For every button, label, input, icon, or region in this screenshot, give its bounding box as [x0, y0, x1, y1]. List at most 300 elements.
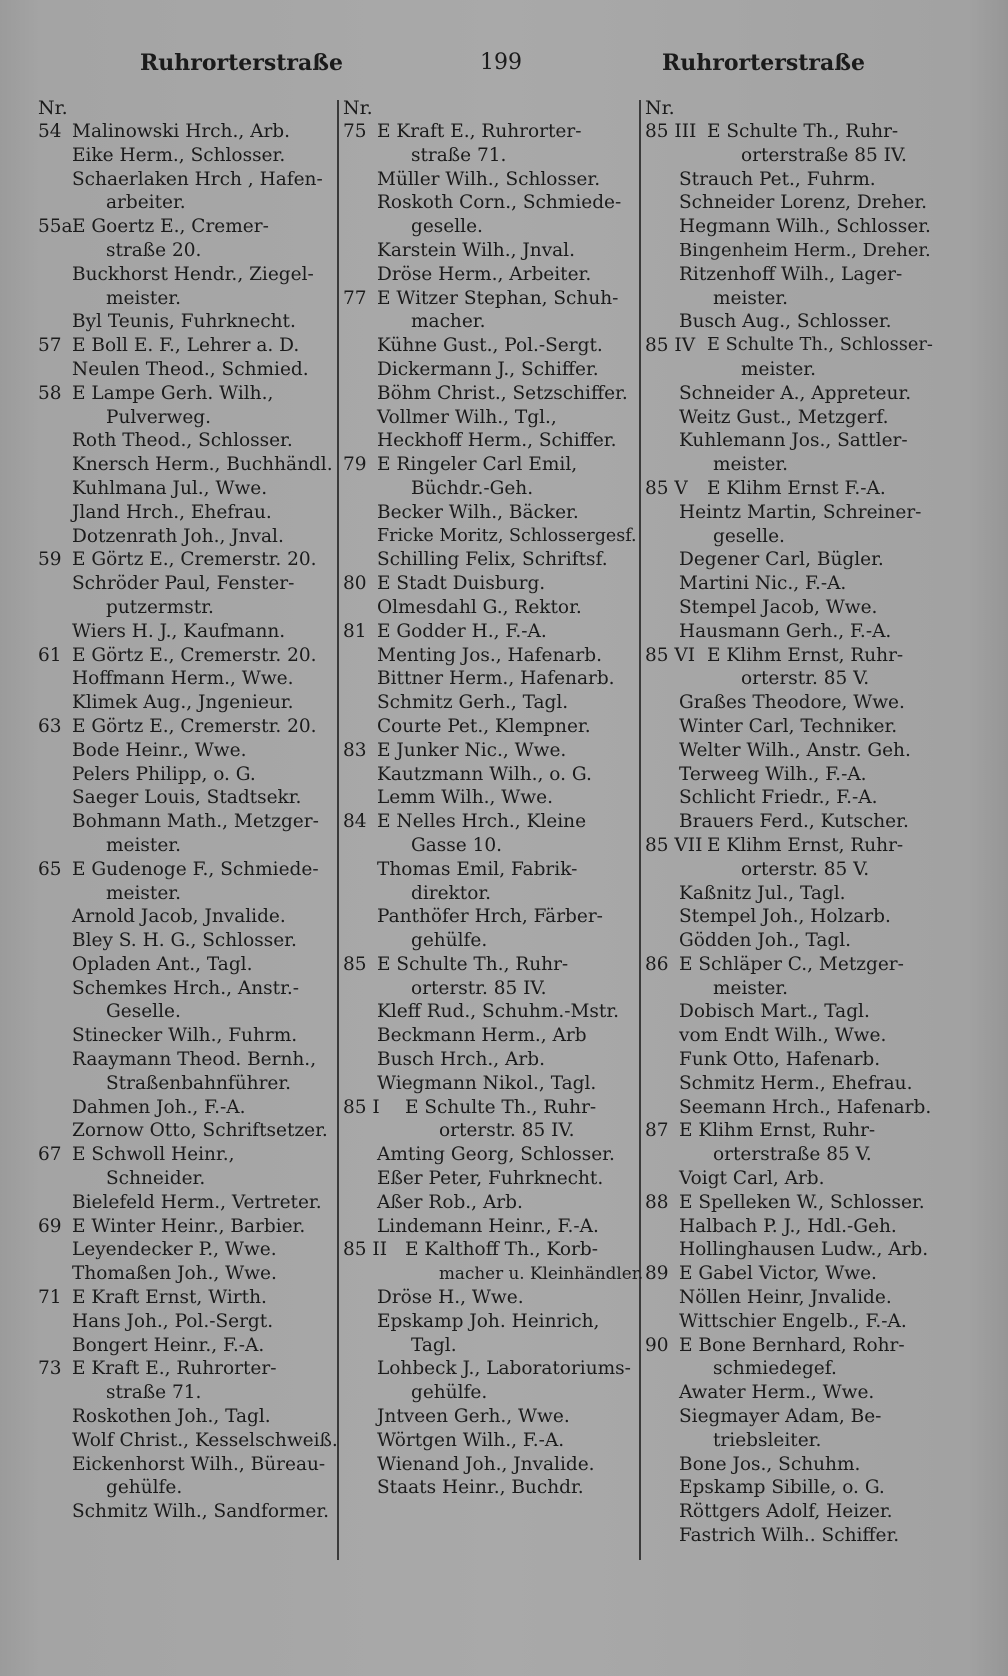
house-number: 80: [343, 573, 367, 595]
column-number-label: Nr.: [645, 97, 675, 119]
directory-entry: [343, 572, 640, 596]
continuation-line: Schneider.: [106, 1168, 206, 1190]
directory-entry: [38, 1143, 338, 1191]
resident-line: E Godder H., F.-A.: [377, 620, 547, 642]
resident-line: Brauers Ferd., Kutscher.: [679, 811, 909, 833]
continuation-line: geselle.: [411, 216, 483, 238]
directory-entry: [38, 905, 338, 929]
resident-line: Stempel Joh., Holzarb.: [679, 906, 891, 928]
directory-entry: [645, 1453, 935, 1477]
resident-line: Schaerlaken Hrch , Hafen-: [72, 168, 323, 190]
directory-entry: [38, 620, 338, 644]
directory-entry: [343, 358, 640, 382]
running-header-right: Ruhrorterstraße: [662, 50, 865, 76]
directory-entry: [343, 1238, 644, 1286]
continuation-line: gehülfe.: [411, 1382, 488, 1404]
directory-entry: [343, 1048, 640, 1072]
directory-entry: [343, 429, 640, 453]
directory-entry: [645, 620, 935, 644]
house-number: 59: [38, 549, 62, 571]
resident-line: Malinowski Hrch., Arb.: [72, 121, 291, 142]
directory-entry: [645, 1405, 935, 1453]
directory-entry: [343, 501, 640, 525]
resident-line: Martini Nic., F.-A.: [679, 573, 847, 595]
resident-line: Kühne Gust., Pol.-Sergt.: [377, 335, 603, 357]
directory-entry: [38, 525, 338, 549]
resident-line: Schmitz Wilh., Sandformer.: [72, 1501, 330, 1523]
resident-line: Dickermann J., Schiffer.: [377, 358, 599, 380]
resident-line: Awater Herm., Wwe.: [679, 1382, 875, 1404]
directory-entry: [645, 929, 935, 953]
continuation-line: straße 20.: [106, 239, 202, 261]
continuation-line: meister.: [713, 454, 788, 476]
directory-entry: [343, 239, 640, 263]
resident-line: Arnold Jacob, Jnvalide.: [72, 906, 286, 928]
continuation-line: meister.: [713, 287, 788, 309]
resident-line: Ritzenhoff Wilh., Lager-: [679, 263, 903, 285]
resident-line: Becker Wilh., Bäcker.: [377, 501, 579, 523]
continuation-line: triebsleiter.: [713, 1429, 822, 1451]
resident-line: E Schulte Th., Ruhr-: [707, 121, 899, 142]
continuation-line: arbeiter.: [106, 192, 186, 214]
directory-entry: [38, 1405, 338, 1429]
resident-line: Hausmann Gerh., F.-A.: [679, 620, 892, 642]
continuation-line: geselle.: [713, 525, 785, 547]
resident-line: Seemann Hrch., Hafenarb.: [679, 1096, 932, 1118]
resident-line: Fastrich Wilh.. Schiffer.: [679, 1525, 900, 1547]
resident-line: Degener Carl, Bügler.: [679, 549, 884, 571]
resident-line: E Stadt Duisburg.: [377, 573, 546, 595]
directory-entry: [645, 406, 935, 430]
resident-line: Hegmann Wilh., Schlosser.: [679, 216, 931, 238]
house-number: 88: [645, 1191, 669, 1213]
directory-entry: [343, 786, 640, 810]
directory-entry: [645, 334, 935, 382]
resident-line: Müller Wilh., Schlosser.: [377, 168, 601, 190]
directory-entry: [38, 1357, 338, 1405]
resident-line: Vollmer Wilh., Tgl.,: [377, 406, 557, 428]
resident-line: Staats Heinr., Buchdr.: [377, 1477, 584, 1499]
directory-entry: [38, 1334, 338, 1358]
resident-line: Eike Herm., Schlosser.: [72, 144, 286, 166]
directory-entry: [343, 191, 640, 239]
resident-line: Heintz Martin, Schreiner-: [679, 501, 922, 523]
resident-line: Roth Theod., Schlosser.: [72, 430, 293, 452]
column-2: [343, 96, 644, 1500]
directory-entry: [38, 429, 338, 453]
continuation-line: meister.: [713, 977, 788, 999]
resident-line: Opladen Ant., Tagl.: [72, 953, 253, 975]
directory-entry: [645, 239, 935, 263]
resident-line: Schneider A., Appreteur.: [679, 382, 912, 404]
directory-entry: [38, 1024, 338, 1048]
house-number: 77: [343, 287, 367, 309]
directory-entry: [38, 715, 338, 739]
resident-line: Busch Aug., Schlosser.: [679, 311, 892, 333]
resident-line: Byl Teunis, Fuhrknecht.: [72, 311, 296, 333]
directory-entry: [343, 1072, 640, 1096]
house-number: 83: [343, 739, 367, 761]
resident-line: Menting Jos., Hafenarb.: [377, 644, 602, 666]
continuation-line: putzermstr.: [106, 596, 214, 618]
resident-line: Schröder Paul, Fenster-: [72, 573, 295, 595]
resident-line: Jntveen Gerh., Wwe.: [377, 1406, 570, 1428]
resident-line: Schneider Lorenz, Dreher.: [679, 192, 928, 214]
resident-line: Eickenhorst Wilh., Büreau-: [72, 1453, 326, 1475]
resident-line: E Schulte Th., Ruhr-: [377, 953, 569, 975]
house-number: 58: [38, 382, 62, 404]
directory-entry: [343, 382, 640, 406]
house-number: 85 III: [645, 121, 697, 142]
directory-entry: [645, 1072, 935, 1096]
resident-line: E Spelleken W., Schlosser.: [679, 1191, 925, 1213]
directory-entry: [38, 501, 338, 525]
directory-entry: [38, 453, 338, 477]
directory-entry: [645, 786, 935, 810]
continuation-line: meister.: [106, 882, 181, 904]
continuation-line: meister.: [741, 358, 816, 380]
resident-line: Courte Pet., Klempner.: [377, 715, 591, 737]
house-number: 55a: [38, 216, 73, 238]
resident-line: E Schwoll Heinr.,: [72, 1144, 235, 1166]
directory-entry: [343, 1024, 640, 1048]
directory-entry: [343, 1429, 640, 1453]
resident-line: Gödden Joh., Tagl.: [679, 930, 852, 952]
directory-entry: [38, 263, 338, 311]
directory-entry: [38, 763, 338, 787]
house-number: 85 II: [343, 1239, 388, 1261]
directory-entry: [343, 691, 640, 715]
resident-line: E Görtz E., Cremerstr. 20.: [72, 644, 317, 666]
directory-entry: [645, 739, 935, 763]
directory-entry: [343, 953, 640, 1001]
continuation-line: orterstraße 85 IV.: [741, 144, 907, 166]
continuation-line: straße 71.: [411, 144, 507, 166]
resident-line: E Kalthoff Th., Korb-: [405, 1239, 598, 1261]
resident-line: E Kraft E., Ruhrorter-: [72, 1358, 277, 1380]
house-number: 85 IV: [645, 335, 696, 357]
resident-line: Schmitz Herm., Ehefrau.: [679, 1072, 913, 1094]
directory-entry: [38, 1500, 338, 1524]
continuation-line: orterstr. 85 V.: [741, 858, 870, 880]
resident-line: Hollinghausen Ludw., Arb.: [679, 1239, 929, 1261]
resident-line: E Schulte Th., Ruhr-: [405, 1096, 597, 1118]
resident-line: Wiegmann Nikol., Tagl.: [377, 1072, 597, 1094]
directory-entry: [645, 1119, 935, 1167]
directory-entry: [343, 406, 640, 430]
resident-line: Amting Georg, Schlosser.: [377, 1144, 615, 1166]
house-number: 57: [38, 335, 62, 357]
resident-line: Kaßnitz Jul., Tagl.: [679, 882, 846, 904]
resident-line: Wörtgen Wilh., F.-A.: [377, 1429, 565, 1451]
directory-entry: [38, 168, 338, 216]
directory-entry: [343, 1215, 640, 1239]
directory-entry: [38, 1215, 338, 1239]
resident-line: Buckhorst Hendr., Ziegel-: [72, 263, 314, 285]
directory-entry: [343, 453, 640, 501]
resident-line: Karstein Wilh., Jnval.: [377, 239, 575, 261]
resident-line: Dröse H., Wwe.: [377, 1287, 524, 1309]
resident-line: E Kraft E., Ruhrorter-: [377, 121, 582, 142]
house-number: 75: [343, 121, 367, 142]
directory-entry: [645, 429, 935, 477]
house-number: 85 VI: [645, 644, 696, 666]
directory-entry: [343, 1143, 640, 1167]
directory-entry: [645, 691, 935, 715]
continuation-line: Büchdr.-Geh.: [411, 477, 534, 499]
directory-entry: [343, 1357, 640, 1405]
house-number: 85 VII: [645, 834, 703, 856]
directory-entry: [645, 501, 935, 549]
resident-line: E Witzer Stephan, Schuh-: [377, 287, 619, 309]
directory-entry: [645, 1334, 935, 1382]
column-1: [38, 96, 338, 1524]
resident-line: Kautzmann Wilh., o. G.: [377, 763, 592, 785]
column-number-label: Nr.: [38, 97, 68, 119]
resident-line: Schemkes Hrch., Anstr.-: [72, 977, 300, 999]
directory-entry: [38, 120, 338, 144]
directory-entry: [343, 763, 640, 787]
resident-line: Fricke Moritz, Schlossergesf.: [377, 525, 637, 546]
resident-line: Dobisch Mart., Tagl.: [679, 1001, 870, 1023]
directory-entry: [645, 1524, 935, 1548]
continuation-line: orterstr. 85 IV.: [411, 977, 547, 999]
column-3: [645, 96, 935, 1548]
directory-entry: [645, 1310, 935, 1334]
resident-line: Bone Jos., Schuhm.: [679, 1453, 861, 1475]
resident-line: Wiers H. J., Kaufmann.: [72, 620, 286, 642]
directory-entry: [645, 1000, 935, 1024]
continuation-line: direktor.: [411, 882, 492, 904]
directory-entry: [38, 929, 338, 953]
directory-entry: [645, 715, 935, 739]
continuation-line: meister.: [106, 834, 181, 856]
resident-line: E Schläper C., Metzger-: [679, 953, 904, 975]
house-number: 54: [38, 121, 62, 142]
house-number: 69: [38, 1215, 62, 1237]
continuation-line: meister.: [106, 287, 181, 309]
directory-entry: [38, 1048, 338, 1096]
resident-line: Lemm Wilh., Wwe.: [377, 787, 553, 809]
running-header-left: Ruhrorterstraße: [140, 50, 343, 76]
resident-line: Dahmen Joh., F.-A.: [72, 1096, 246, 1118]
resident-line: Hoffmann Herm., Wwe.: [72, 668, 294, 690]
directory-entry: [645, 1167, 935, 1191]
resident-line: Lindemann Heinr., F.-A.: [377, 1215, 599, 1237]
resident-line: E Goertz E., Cremer-: [72, 216, 269, 238]
resident-line: Raaymann Theod. Bernh.,: [72, 1049, 317, 1071]
house-number: 79: [343, 454, 367, 476]
resident-line: Strauch Pet., Fuhrm.: [679, 168, 876, 190]
directory-entry: [645, 1500, 935, 1524]
house-number: 67: [38, 1144, 62, 1166]
directory-entry: [645, 953, 935, 1001]
resident-line: Roskoth Corn., Schmiede-: [377, 192, 622, 214]
resident-line: Beckmann Herm., Arb: [377, 1025, 587, 1047]
directory-entry: [343, 1167, 640, 1191]
resident-line: Panthöfer Hrch, Färber-: [377, 906, 603, 928]
directory-entry: [343, 739, 640, 763]
resident-line: E Gabel Victor, Wwe.: [679, 1263, 877, 1285]
continuation-line: orterstr. 85 IV.: [439, 1120, 575, 1142]
directory-entry: [645, 1238, 935, 1262]
resident-line: Dotzenrath Joh., Jnval.: [72, 525, 284, 547]
continuation-line: schmiedegef.: [713, 1358, 837, 1380]
directory-entry: [38, 667, 338, 691]
directory-entry: [343, 644, 640, 668]
house-number: 71: [38, 1287, 62, 1309]
resident-line: E Nelles Hrch., Kleine: [377, 811, 587, 833]
directory-entry: [343, 548, 640, 572]
resident-line: Bielefeld Herm., Vertreter.: [72, 1191, 322, 1213]
resident-line: Siegmayer Adam, Be-: [679, 1406, 882, 1428]
continuation-line: Straßenbahnführer.: [106, 1072, 292, 1094]
directory-entry: [645, 548, 935, 572]
resident-line: Wienand Joh., Jnvalide.: [377, 1453, 595, 1475]
directory-entry: [645, 1096, 935, 1120]
directory-entry: [38, 477, 338, 501]
directory-entry: [645, 215, 935, 239]
resident-line: Heckhoff Herm., Schiffer.: [377, 430, 617, 452]
continuation-line: macher u. Kleinhändler.: [439, 1263, 644, 1284]
resident-line: E Klihm Ernst, Ruhr-: [707, 644, 904, 666]
directory-entry: [343, 1476, 640, 1500]
resident-line: E Klihm Ernst, Ruhr-: [707, 834, 904, 856]
continuation-line: orterstraße 85 V.: [713, 1144, 872, 1166]
directory-entry: [38, 858, 338, 906]
directory-entry: [645, 382, 935, 406]
resident-line: Bley S. H. G., Schlosser.: [72, 930, 297, 952]
resident-line: E Bone Bernhard, Rohr-: [679, 1334, 905, 1356]
directory-entry: [38, 1286, 338, 1310]
resident-line: Zornow Otto, Schriftsetzer.: [72, 1120, 328, 1142]
resident-line: Voigt Carl, Arb.: [679, 1168, 825, 1190]
directory-entry: [343, 1096, 640, 1144]
resident-line: Stempel Jacob, Wwe.: [679, 596, 878, 618]
resident-line: Böhm Christ., Setzschiffer.: [377, 382, 628, 404]
resident-line: E Winter Heinr., Barbier.: [72, 1215, 306, 1237]
continuation-line: orterstr. 85 V.: [741, 668, 870, 690]
directory-entry: [38, 810, 338, 858]
house-number: 61: [38, 644, 62, 666]
resident-line: Halbach P. J., Hdl.-Geh.: [679, 1215, 897, 1237]
directory-entry: [343, 334, 640, 358]
directory-entry: [38, 1262, 338, 1286]
house-number: 89: [645, 1263, 669, 1285]
resident-line: Eßer Peter, Fuhrknecht.: [377, 1168, 604, 1190]
house-number: 86: [645, 953, 669, 975]
directory-entry: [645, 1215, 935, 1239]
directory-entry: [645, 120, 935, 168]
directory-entry: [38, 1310, 338, 1334]
directory-entry: [343, 287, 640, 335]
resident-line: Olmesdahl G., Rektor.: [377, 596, 582, 618]
directory-entry: [645, 644, 935, 692]
resident-line: vom Endt Wilh., Wwe.: [679, 1025, 887, 1047]
resident-line: E Klihm Ernst F.-A.: [707, 477, 886, 499]
directory-entry: [343, 715, 640, 739]
resident-line: Schmitz Gerh., Tagl.: [377, 692, 569, 714]
continuation-line: straße 71.: [106, 1382, 202, 1404]
directory-entry: [645, 310, 935, 334]
directory-entry: [645, 882, 935, 906]
directory-entry: [38, 1429, 338, 1453]
resident-line: Kleff Rud., Schuhm.-Mstr.: [377, 1001, 620, 1023]
directory-entry: [38, 644, 338, 668]
directory-entry: [38, 548, 338, 572]
continuation-line: gehülfe.: [411, 930, 488, 952]
continuation-line: macher.: [411, 311, 486, 333]
continuation-line: Gasse 10.: [411, 834, 503, 856]
directory-entry: [645, 191, 935, 215]
directory-entry: [645, 1048, 935, 1072]
resident-line: E Görtz E., Cremerstr. 20.: [72, 549, 317, 571]
resident-line: Bingenheim Herm., Dreher.: [679, 239, 931, 261]
directory-entry: [38, 739, 338, 763]
directory-entry: [38, 215, 338, 263]
directory-entry: [343, 620, 640, 644]
directory-entry: [645, 1381, 935, 1405]
directory-entry: [38, 358, 338, 382]
resident-line: Klimek Aug., Jngenieur.: [72, 692, 294, 714]
house-number: 90: [645, 1334, 669, 1356]
resident-line: E Lampe Gerh. Wilh.,: [72, 382, 274, 404]
directory-entry: [38, 1453, 338, 1501]
resident-line: Leyendecker P., Wwe.: [72, 1239, 277, 1261]
resident-line: E Junker Nic., Wwe.: [377, 739, 567, 761]
directory-entry: [645, 905, 935, 929]
house-number: 85: [343, 953, 367, 975]
directory-entry: [343, 525, 640, 549]
house-number: 73: [38, 1358, 62, 1380]
resident-line: Epskamp Sibille, o. G.: [679, 1477, 885, 1499]
resident-line: Hans Joh., Pol.-Sergt.: [72, 1310, 274, 1332]
resident-line: Aßer Rob., Arb.: [377, 1191, 523, 1213]
continuation-line: Pulverweg.: [106, 406, 212, 428]
directory-entry: [645, 572, 935, 596]
directory-entry: [38, 953, 338, 977]
directory-entry: [343, 1286, 640, 1310]
column-number-label: Nr.: [343, 97, 373, 119]
directory-entry: [38, 1119, 338, 1143]
directory-entry: [38, 572, 338, 620]
resident-line: Funk Otto, Hafenarb.: [679, 1049, 881, 1071]
resident-line: E Ringeler Carl Emil,: [377, 454, 578, 476]
directory-entry: [645, 1024, 935, 1048]
house-number: 65: [38, 858, 62, 880]
continuation-line: Tagl.: [411, 1334, 457, 1356]
resident-line: Kuhlemann Jos., Sattler-: [679, 430, 908, 452]
directory-entry: [645, 168, 935, 192]
directory-entry: [645, 810, 935, 834]
resident-line: E Görtz E., Cremerstr. 20.: [72, 715, 317, 737]
resident-line: Busch Hrch., Arb.: [377, 1049, 545, 1071]
directory-entry: [645, 1191, 935, 1215]
directory-entry: [645, 477, 935, 501]
directory-entry: [38, 977, 338, 1025]
directory-entry: [38, 1238, 338, 1262]
continuation-line: gehülfe.: [106, 1477, 183, 1499]
directory-entry: [38, 382, 338, 430]
resident-line: Neulen Theod., Schmied.: [72, 358, 309, 380]
resident-line: Welter Wilh., Anstr. Geh.: [679, 739, 911, 761]
resident-line: Kuhlmana Jul., Wwe.: [72, 477, 268, 499]
resident-line: Lohbeck J., Laboratoriums-: [377, 1358, 631, 1380]
directory-entry: [645, 834, 935, 882]
resident-line: Thomas Emil, Fabrik-: [377, 858, 578, 880]
directory-entry: [645, 1286, 935, 1310]
resident-line: E Kraft Ernst, Wirth.: [72, 1287, 267, 1309]
